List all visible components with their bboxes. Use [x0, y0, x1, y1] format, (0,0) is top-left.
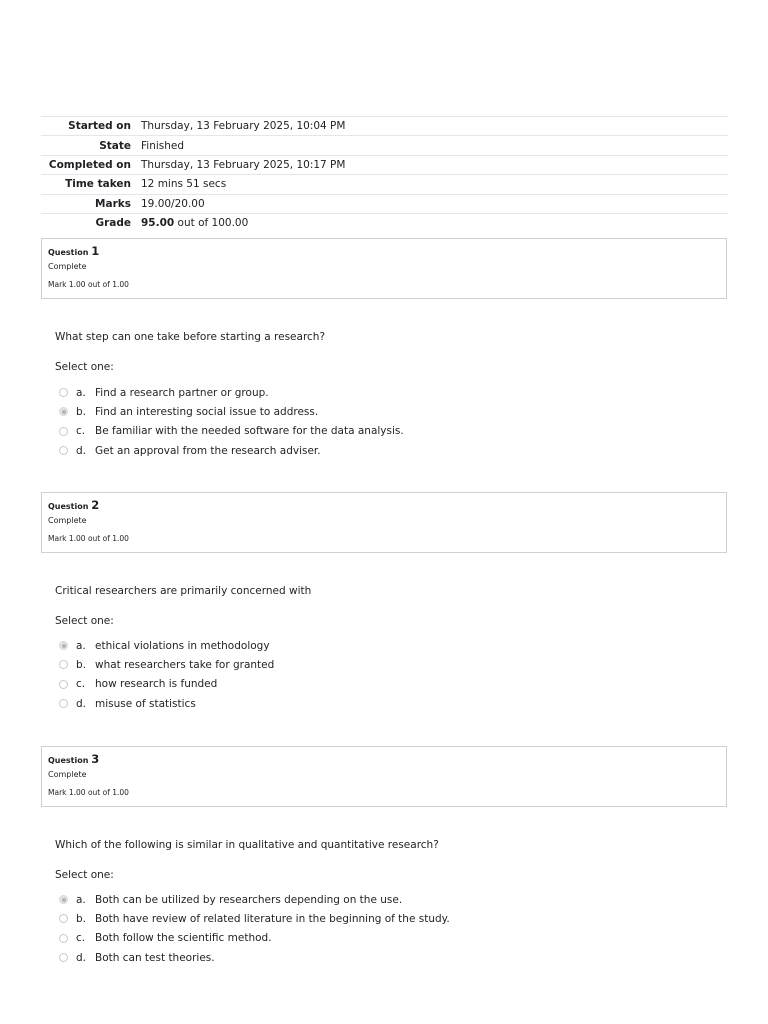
answer-letter: c.	[76, 425, 86, 438]
summary-row-state	[41, 135, 728, 154]
answer-letter: a.	[76, 639, 86, 652]
answer-option[interactable]	[59, 675, 659, 694]
summary-value	[141, 217, 728, 229]
answer-letter: c.	[76, 678, 86, 691]
summary-key: State	[99, 139, 131, 152]
answer-option[interactable]	[59, 402, 659, 421]
question-label: Question	[48, 502, 89, 511]
radio-button[interactable]	[59, 427, 68, 436]
attempt-summary-table	[41, 116, 728, 232]
summary-key: Grade	[95, 217, 131, 230]
summary-value: Finished	[141, 139, 185, 152]
summary-key: Marks	[95, 197, 131, 210]
grade-score: 95.00	[141, 217, 175, 230]
answer-option[interactable]	[59, 909, 659, 928]
answer-list	[59, 636, 659, 713]
radio-button[interactable]	[59, 388, 68, 397]
answer-label: Be familiar with the needed software for the data analysis.	[95, 425, 404, 438]
answer-label: Both have review of related literature in the beginning of the study.	[95, 912, 450, 925]
question-info-box	[41, 238, 727, 299]
answer-list	[59, 383, 659, 460]
question-mark: Mark 1.00 out of 1.00	[48, 534, 129, 543]
summary-key: Time taken	[65, 178, 131, 191]
summary-row-started	[41, 116, 728, 135]
question-state: Complete	[48, 770, 87, 779]
answer-letter: d.	[76, 444, 87, 457]
question-state: Complete	[48, 262, 87, 271]
summary-value: 12 mins 51 secs	[141, 178, 227, 191]
question-label: Question	[48, 756, 89, 765]
summary-row-time-taken	[41, 174, 728, 193]
radio-button[interactable]	[59, 660, 68, 669]
answer-option[interactable]	[59, 655, 659, 674]
question-mark: Mark 1.00 out of 1.00	[48, 280, 129, 289]
question-state: Complete	[48, 516, 87, 525]
answer-label: misuse of statistics	[95, 697, 196, 710]
radio-button[interactable]	[59, 699, 68, 708]
answer-label: Get an approval from the research adviser.	[95, 444, 321, 457]
answer-option[interactable]	[59, 441, 659, 460]
answer-label: what researchers take for granted	[95, 658, 275, 671]
question-num: 1	[91, 244, 100, 258]
radio-button[interactable]	[59, 446, 68, 455]
answer-letter: b.	[76, 405, 87, 418]
radio-button[interactable]	[59, 680, 68, 689]
question-info-box	[41, 492, 727, 553]
summary-value: 19.00/20.00	[141, 197, 205, 210]
select-one-prompt: Select one:	[55, 615, 114, 627]
summary-row-completed	[41, 155, 728, 174]
answer-label: how research is funded	[95, 678, 218, 691]
answer-label: Both follow the scientific method.	[95, 932, 272, 945]
answer-option[interactable]	[59, 383, 659, 402]
summary-row-grade	[41, 213, 728, 232]
summary-value: Thursday, 13 February 2025, 10:17 PM	[141, 158, 346, 171]
summary-value: Thursday, 13 February 2025, 10:04 PM	[141, 120, 346, 133]
answer-letter: d.	[76, 697, 87, 710]
question-text: Critical researchers are primarily concerned with	[55, 585, 312, 597]
select-one-prompt: Select one:	[55, 361, 114, 373]
summary-key: Completed on	[48, 158, 131, 171]
answer-option[interactable]	[59, 890, 659, 909]
radio-button-selected[interactable]	[59, 641, 68, 650]
answer-option[interactable]	[59, 636, 659, 655]
summary-row-marks	[41, 194, 728, 213]
answer-label: Both can be utilized by researchers depending on the use.	[95, 893, 403, 906]
answer-letter: a.	[76, 386, 86, 399]
answer-letter: a.	[76, 893, 86, 906]
answer-option[interactable]	[59, 929, 659, 948]
answer-option[interactable]	[59, 694, 659, 713]
question-number	[48, 498, 726, 514]
question-text: Which of the following is similar in qualitative and quantitative research?	[55, 839, 439, 851]
radio-button-selected[interactable]	[59, 407, 68, 416]
summary-key: Started on	[68, 120, 131, 133]
radio-button[interactable]	[59, 934, 68, 943]
answer-letter: c.	[76, 932, 86, 945]
question-number	[48, 244, 726, 260]
answer-label: Both can test theories.	[95, 951, 215, 964]
question-num: 2	[91, 498, 100, 512]
grade-total: out of 100.00	[174, 217, 249, 230]
answer-letter: b.	[76, 658, 87, 671]
radio-button[interactable]	[59, 953, 68, 962]
answer-letter: d.	[76, 951, 87, 964]
question-text: What step can one take before starting a research?	[55, 331, 326, 343]
answer-label: ethical violations in methodology	[95, 639, 270, 652]
radio-button-selected[interactable]	[59, 895, 68, 904]
question-label: Question	[48, 248, 89, 257]
radio-button[interactable]	[59, 914, 68, 923]
answer-option[interactable]	[59, 422, 659, 441]
question-mark: Mark 1.00 out of 1.00	[48, 788, 129, 797]
answer-list	[59, 890, 659, 967]
answer-option[interactable]	[59, 948, 659, 967]
question-number	[48, 752, 726, 768]
answer-label: Find an interesting social issue to address.	[95, 405, 319, 418]
question-info-box	[41, 746, 727, 807]
select-one-prompt: Select one:	[55, 869, 114, 881]
question-num: 3	[91, 752, 100, 766]
answer-letter: b.	[76, 912, 87, 925]
answer-label: Find a research partner or group.	[95, 386, 269, 399]
